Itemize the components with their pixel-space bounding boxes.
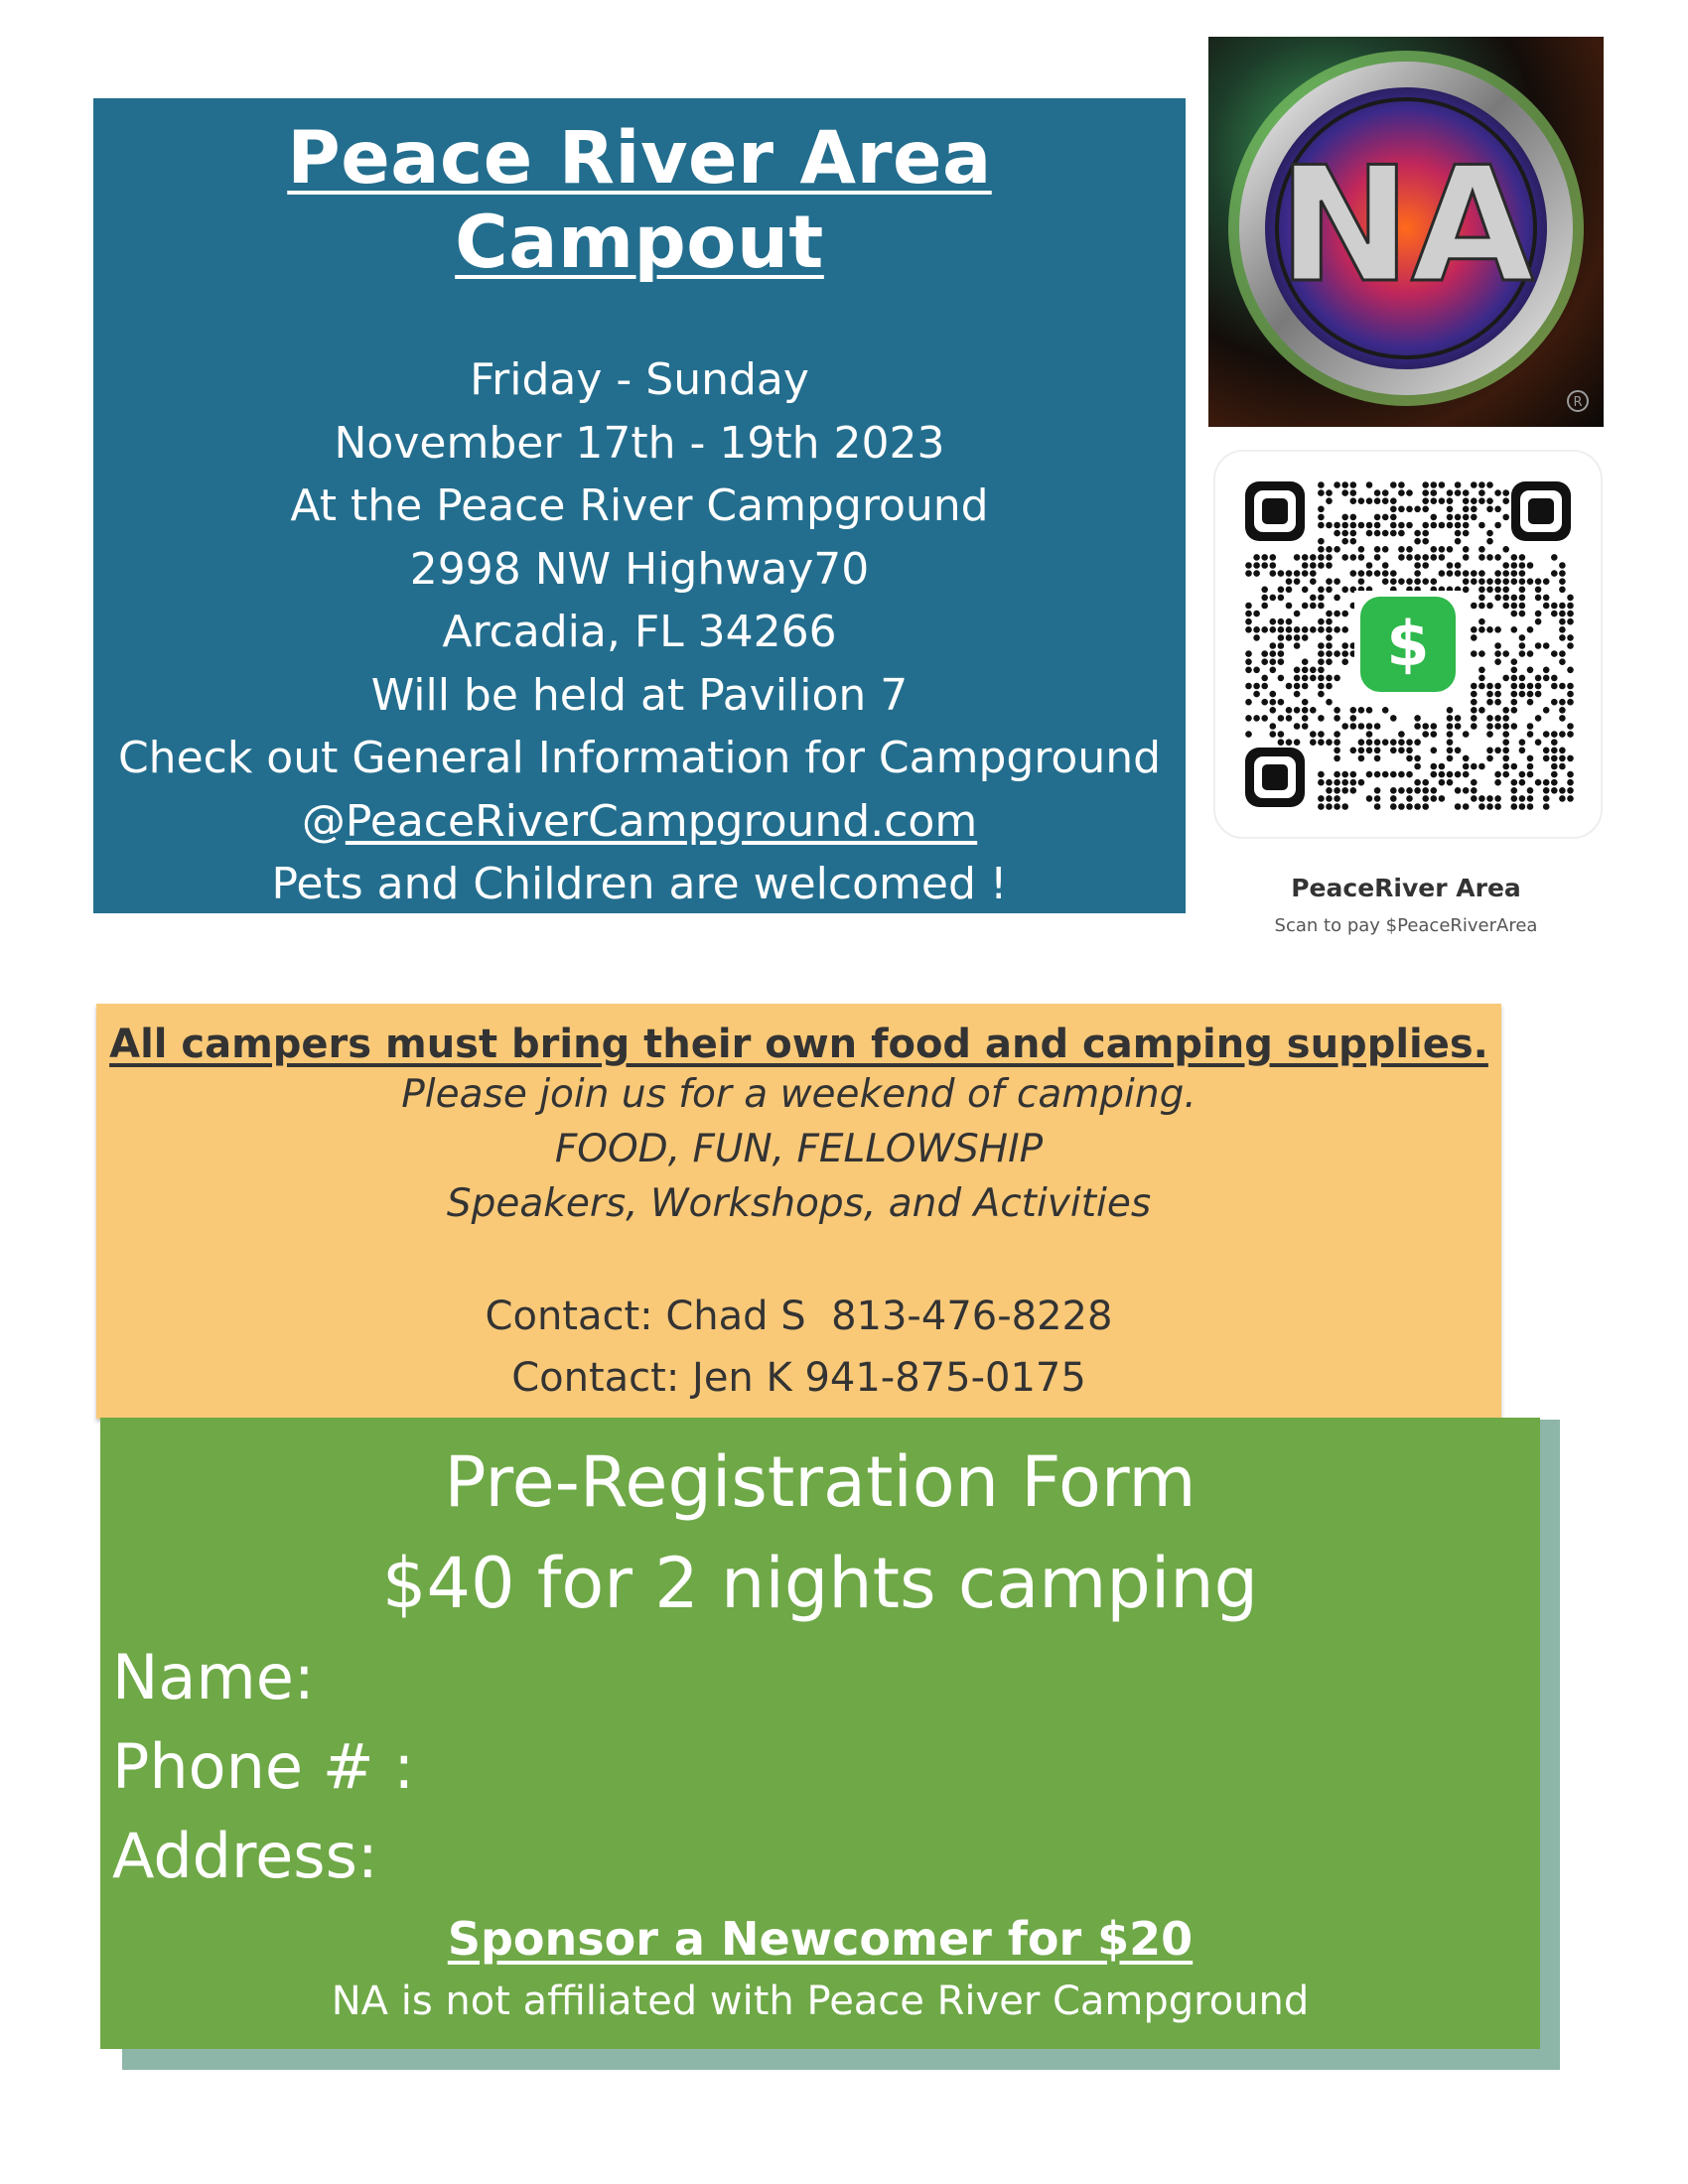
registered-mark: R xyxy=(1573,395,1583,410)
event-days: Friday - Sunday xyxy=(470,354,809,405)
contact-chad: Contact: Chad S 813-476-8228 xyxy=(485,1294,1113,1339)
contact-jen: Contact: Jen K 941-875-0175 xyxy=(511,1355,1086,1401)
qr-finder-top-left xyxy=(1245,481,1305,541)
event-details xyxy=(93,348,1186,916)
event-dates: November 17th - 19th 2023 xyxy=(334,417,945,469)
event-pavilion: Will be held at Pavilion 7 xyxy=(370,669,909,721)
motto-text: FOOD, FUN, FELLOWSHIP xyxy=(554,1127,1044,1171)
qr-finder-top-right xyxy=(1511,481,1571,541)
qr-finder-bottom-left xyxy=(1245,748,1305,807)
link-prefix: @ xyxy=(301,795,346,847)
event-pets-note: Pets and Children are welcomed ! xyxy=(271,859,1008,909)
payee-name: PeaceRiver Area xyxy=(1291,874,1521,902)
phone-field-label: Phone # : xyxy=(112,1730,415,1803)
contact-list xyxy=(96,1286,1501,1409)
event-street: 2998 NW Highway70 xyxy=(409,543,870,595)
form-price: $40 for 2 nights camping xyxy=(381,1543,1259,1624)
event-info-note: Check out General Information for Campground xyxy=(117,733,1162,783)
affiliation-disclaimer: NA is not affiliated with Peace River Campground xyxy=(331,1979,1310,2024)
supplies-notice: All campers must bring their own food and camping supplies. xyxy=(109,1022,1488,1067)
na-logo-graphic xyxy=(1208,37,1604,427)
campground-link[interactable]: PeaceRiverCampground.com xyxy=(345,795,978,847)
na-logo-icon xyxy=(1208,37,1604,427)
form-title: Pre-Registration Form xyxy=(444,1441,1196,1523)
camping-info-panel xyxy=(96,1004,1501,1419)
invite-text: Please join us for a weekend of camping. xyxy=(401,1072,1196,1117)
na-letters: NA xyxy=(1278,132,1534,318)
event-website xyxy=(93,790,1186,854)
program-text: Speakers, Workshops, and Activities xyxy=(446,1181,1152,1226)
qr-code[interactable] xyxy=(1215,452,1601,837)
sponsor-offer: Sponsor a Newcomer for $20 xyxy=(447,1912,1194,1966)
event-venue: At the Peace River Campground xyxy=(290,480,989,531)
name-field-label: Name: xyxy=(112,1641,315,1713)
payee-handle: Scan to pay $PeaceRiverArea xyxy=(1274,915,1538,936)
registration-form xyxy=(100,1418,1540,2049)
event-info-panel xyxy=(93,98,1186,913)
event-city: Arcadia, FL 34266 xyxy=(442,607,837,657)
event-title: Peace River Area Campout xyxy=(287,116,992,285)
payment-qr-card[interactable] xyxy=(1213,450,1603,839)
address-field-label: Address: xyxy=(112,1820,378,1892)
dollar-symbol: $ xyxy=(1386,608,1430,680)
